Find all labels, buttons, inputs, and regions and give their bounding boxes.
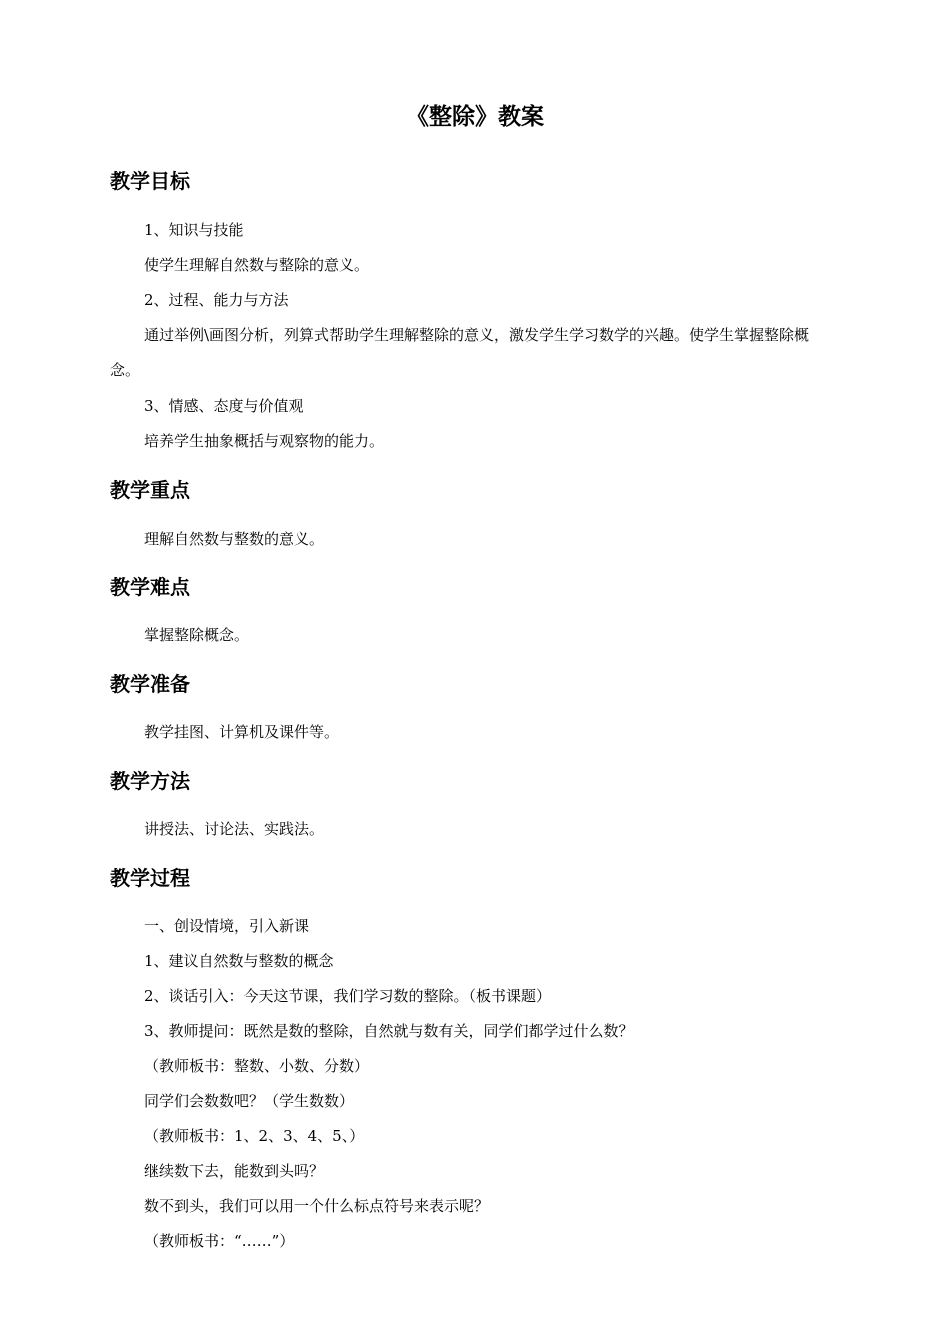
goals-item-3-title: 3、情感、态度与价值观 [144,397,304,415]
process-line-3: 2、谈话引入：今天这节课，我们学习数的整除。（板书课题） [144,987,552,1005]
process-line-2: 1、建议自然数与整数的概念 [144,952,334,970]
goals-item-3-text: 培养学生抽象概括与观察物的能力。 [144,432,385,450]
difficulties-text: 掌握整除概念。 [144,626,250,644]
process-line-10: （教师板书：“……”） [144,1232,295,1250]
section-heading-goals: 教学目标 [110,169,190,193]
key-points-text: 理解自然数与整数的意义。 [144,530,325,548]
process-line-8: 继续数下去，能数到头吗？ [144,1162,325,1180]
process-line-1: 一、创设情境，引入新课 [144,917,310,935]
goals-item-1-title: 1、知识与技能 [144,221,244,239]
process-line-4: 3、教师提问：既然是数的整除，自然就与数有关，同学们都学过什么数？ [144,1022,634,1040]
goals-item-2-text: 通过举例\画图分析，列算式帮助学生理解整除的意义，激发学生学习数学的兴趣。使学生掌握整除概念。 [110,326,810,379]
goals-item-1-text: 使学生理解自然数与整除的意义。 [144,256,370,274]
section-heading-key-points: 教学重点 [110,478,190,502]
section-heading-process: 教学过程 [110,866,190,890]
section-heading-preparation: 教学准备 [110,672,190,696]
document-title: 《整除》教案 [406,104,544,130]
section-heading-difficulties: 教学难点 [110,575,190,599]
process-line-6: 同学们会数数吧？（学生数数） [144,1092,355,1110]
preparation-text: 教学挂图、计算机及课件等。 [144,723,340,741]
methods-text: 讲授法、讨论法、实践法。 [144,820,325,838]
process-line-9: 数不到头，我们可以用一个什么标点符号来表示呢？ [144,1197,490,1215]
process-line-5: （教师板书：整数、小数、分数） [144,1057,370,1075]
process-line-7: （教师板书：1、2、3、4、5、） [144,1127,365,1145]
section-heading-methods: 教学方法 [110,769,190,793]
goals-item-2-title: 2、过程、能力与方法 [144,291,289,309]
